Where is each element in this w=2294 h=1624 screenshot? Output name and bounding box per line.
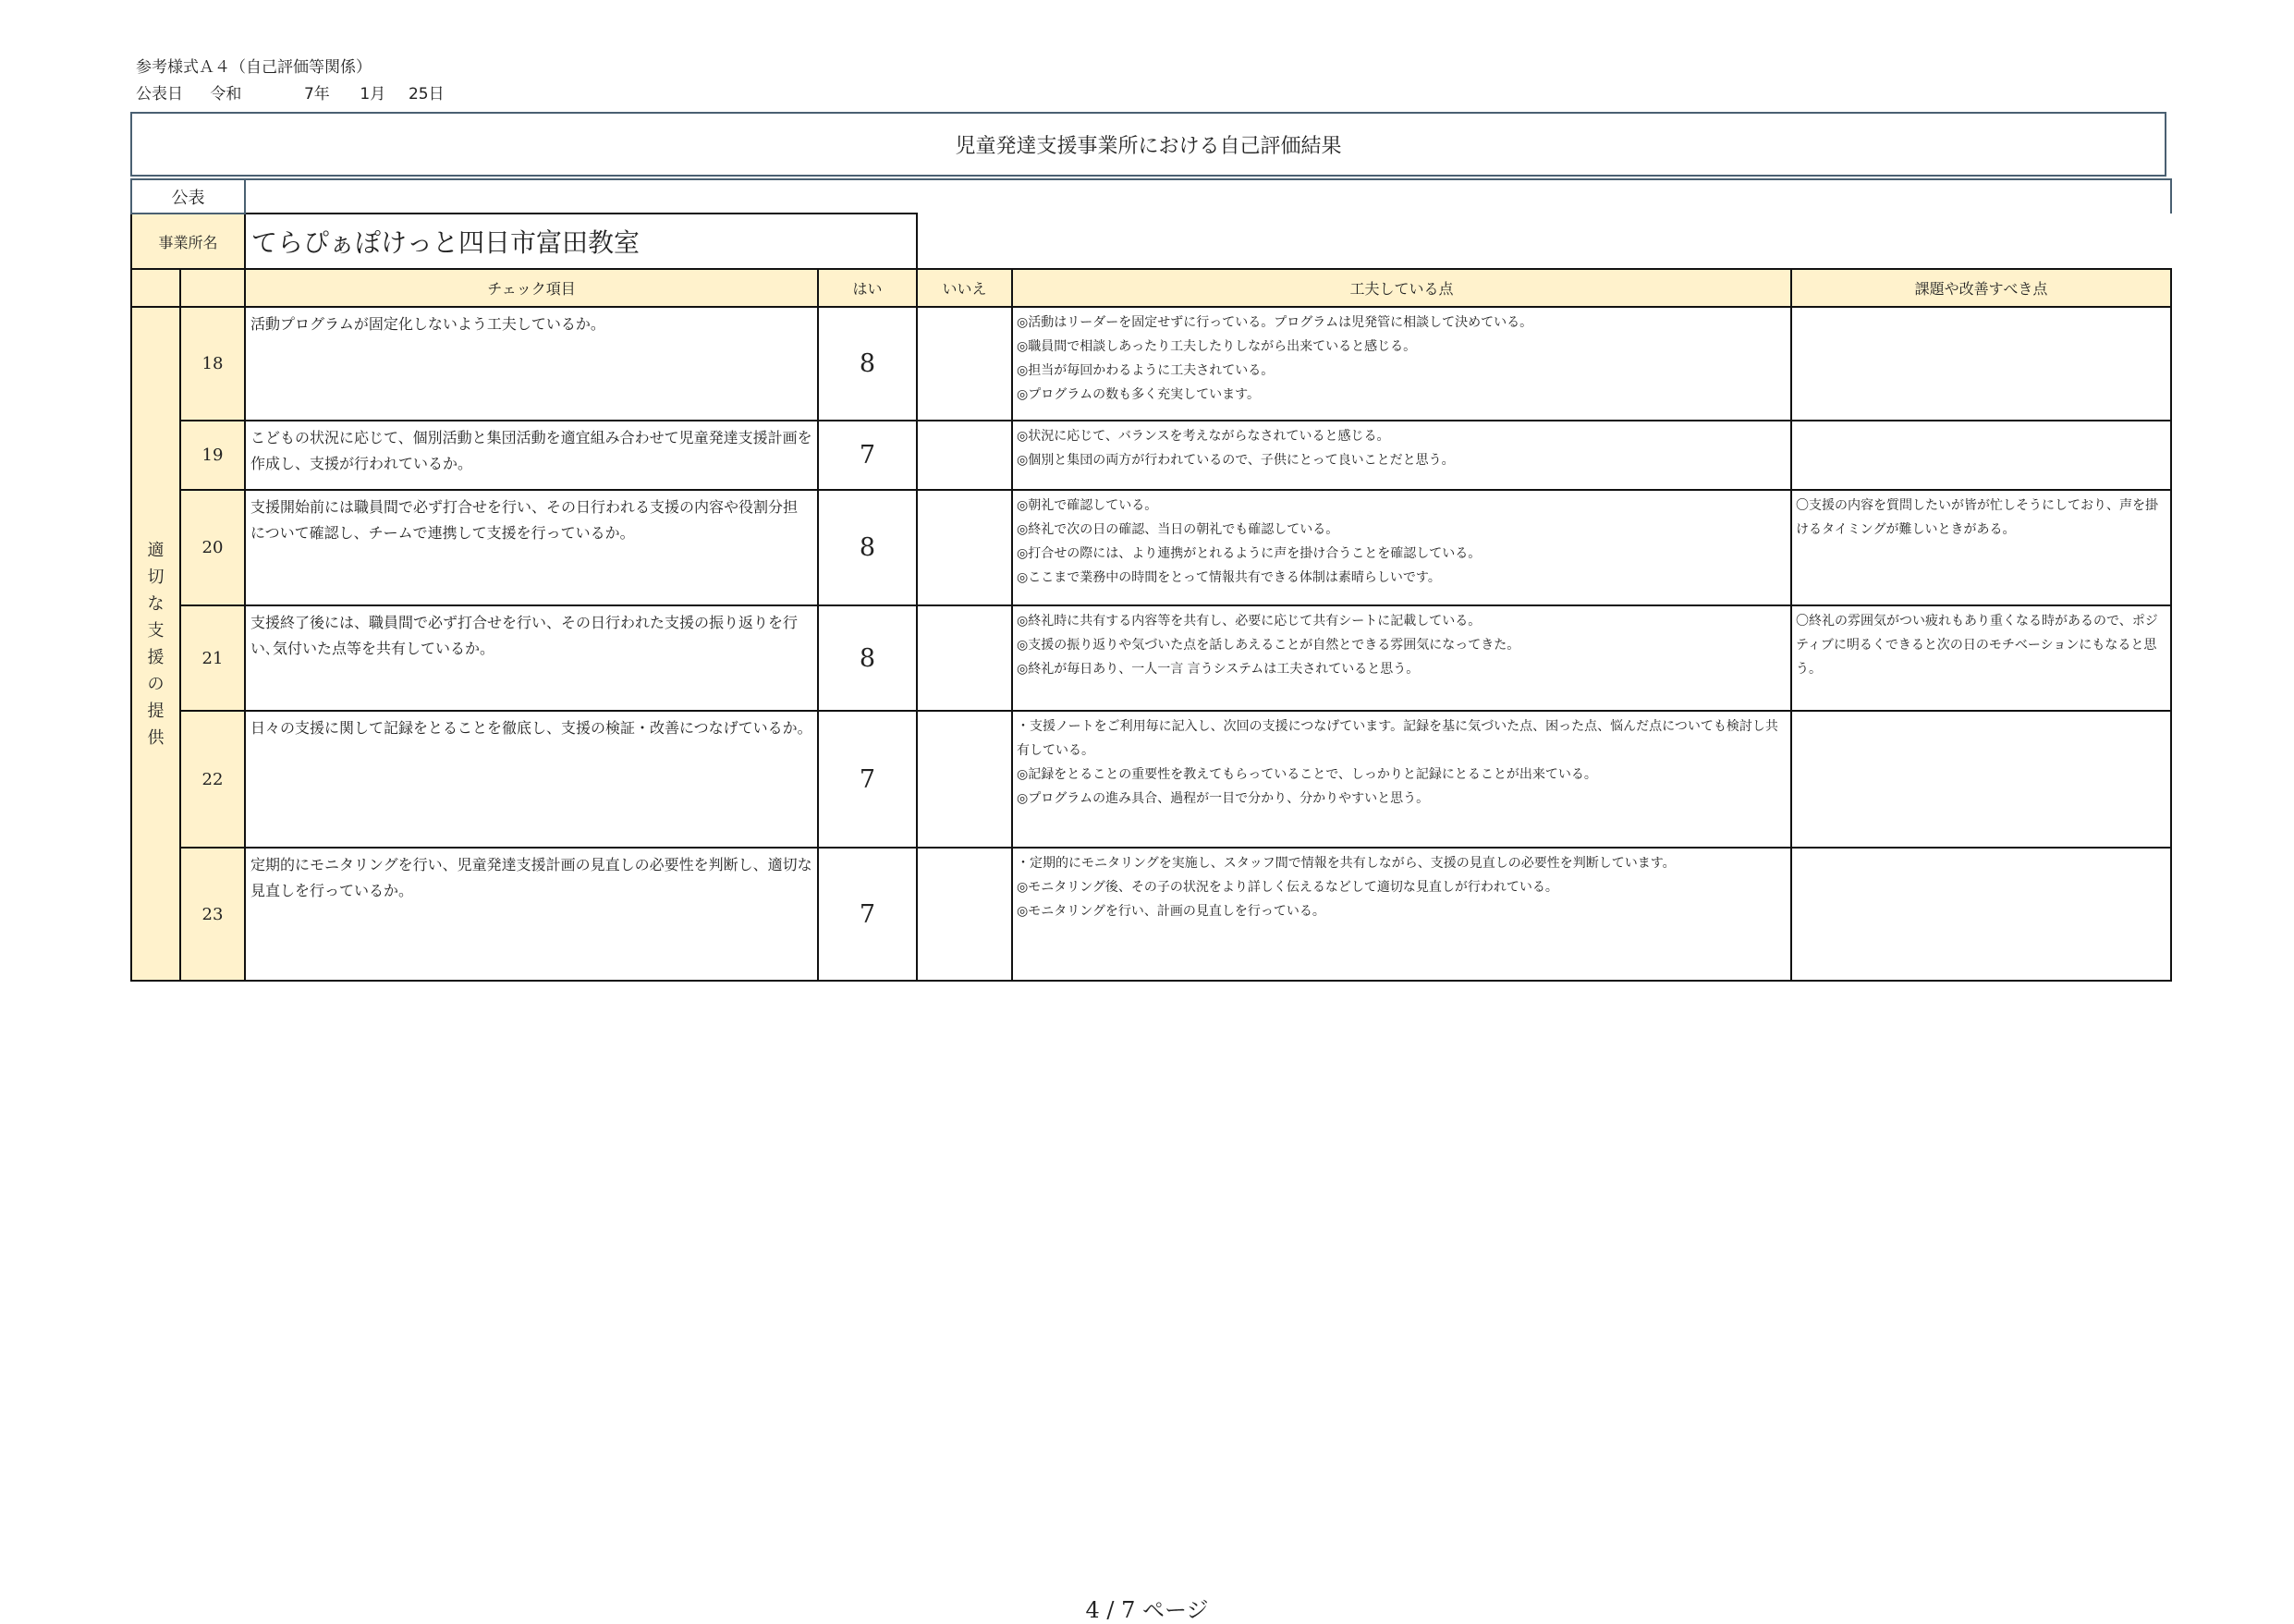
publish-row (131, 179, 2171, 214)
page-title: 児童発達支援事業所における自己評価結果 (130, 112, 2166, 177)
check-item: 定期的にモニタリングを行い、児童発達支援計画の見直しの必要性を判断し、適切な見直しを行っているか。 (245, 848, 818, 981)
yes-count: 7 (818, 848, 917, 981)
col-improvements: 工夫している点 (1012, 269, 1791, 307)
issue-points: 〇支援の内容を質問したいが皆が忙しそうにしており、声を掛けるタイミングが難しいときがある。 (1791, 490, 2171, 605)
no-count (917, 605, 1012, 711)
improvement-points: ◎活動はリーダーを固定せずに行っている。プログラムは児発管に相談して決めている。 ◎職員間で相談しあったり工夫したりしながら出来ていると感じる。 ◎担当が毎回かわるように工夫されている。 ◎プログラムの数も多く充実しています。 (1012, 307, 1791, 421)
issue-points (1791, 711, 2171, 848)
yes-count: 8 (818, 307, 917, 421)
row-number: 20 (180, 490, 245, 605)
form-name: 参考様式Ａ４（自己評価等関係） (136, 58, 372, 77)
header-row (131, 269, 2171, 307)
row-number: 23 (180, 848, 245, 981)
yes-count: 7 (818, 711, 917, 848)
page-number: 4 / 7 ページ (1085, 1597, 1209, 1623)
publish-date-year: 7年 (303, 85, 330, 104)
improvement-points: ・定期的にモニタリングを実施し、スタッフ間で情報を共有しながら、支援の見直しの必要性を判断しています。 ◎モニタリング後、その子の状況をより詳しく伝えるなどして適切な見直しが行われている。 ◎モニタリングを行い、計画の見直しを行っている。 (1012, 848, 1791, 981)
publish-date (136, 80, 445, 104)
improvement-points: ◎朝礼で確認している。 ◎終礼で次の日の確認、当日の朝礼でも確認している。 ◎打合せの際には、より連携がとれるように声を掛け合うことを確認している。 ◎ここまで業務中の時間をとって情報共有できる体制は素晴らしいです。 (1012, 490, 1791, 605)
issue-points (1791, 307, 2171, 421)
table-row (131, 605, 2171, 711)
yes-count: 8 (818, 490, 917, 605)
table-row (131, 490, 2171, 605)
no-count (917, 848, 1012, 981)
publish-value (245, 179, 2171, 214)
col-yes: はい (818, 269, 917, 307)
check-item: こどもの状況に応じて、個別活動と集団活動を適宜組み合わせて児童発達支援計画を作成し、支援が行われているか。 (245, 421, 818, 490)
table-row (131, 711, 2171, 848)
col-no: いいえ (917, 269, 1012, 307)
publish-date-era: 令和 (210, 85, 242, 104)
publish-label: 公表 (131, 179, 245, 214)
office-label: 事業所名 (131, 214, 245, 269)
no-count (917, 711, 1012, 848)
no-count (917, 490, 1012, 605)
col-check-items: チェック項目 (245, 269, 818, 307)
category-cell: 適 切 な 支 援 の 提 供 (131, 307, 180, 981)
check-item: 支援終了後には、職員間で必ず打合せを行い、その日行われた支援の振り返りを行い､気付いた点等を共有しているか。 (245, 605, 818, 711)
improvement-points: ◎終礼時に共有する内容等を共有し、必要に応じて共有シートに記載している。 ◎支援の振り返りや気づいた点を話しあえることが自然とできる雰囲気になってきた。 ◎終礼が毎日あり、一人一言 言うシステムは工夫されていると思う。 (1012, 605, 1791, 711)
table-row (131, 307, 2171, 421)
office-name: てらぴぁぽけっと四日市富田教室 (245, 214, 917, 269)
improvement-points: ◎状況に応じて、バランスを考えながらなされていると感じる。 ◎個別と集団の両方が行われているので、子供にとって良いことだと思う。 (1012, 421, 1791, 490)
col-issues: 課題や改善すべき点 (1791, 269, 2171, 307)
publish-date-month: 1月 (360, 85, 386, 104)
yes-count: 8 (818, 605, 917, 711)
no-count (917, 421, 1012, 490)
row-number: 22 (180, 711, 245, 848)
table-row (131, 848, 2171, 981)
row-number: 21 (180, 605, 245, 711)
row-number: 18 (180, 307, 245, 421)
improvement-points: ・支援ノートをご利用毎に記入し、次回の支援につなげています。記録を基に気づいた点、困った点、悩んだ点についても検討し共有している。 ◎記録をとることの重要性を教えてもらっていることで、しっかりと記録にとることが出来ている。 ◎プログラムの進み具合、過程が一目で分かり、分かりやすいと思う。 (1012, 711, 1791, 848)
evaluation-table (130, 178, 2172, 982)
issue-points (1791, 848, 2171, 981)
office-row (131, 214, 2171, 269)
no-count (917, 307, 1012, 421)
publish-date-label: 公表日 (136, 85, 183, 104)
check-item: 支援開始前には職員間で必ず打合せを行い、その日行われる支援の内容や役割分担について確認し、チームで連携して支援を行っているか。 (245, 490, 818, 605)
check-item: 活動プログラムが固定化しないよう工夫しているか。 (245, 307, 818, 421)
check-item: 日々の支援に関して記録をとることを徹底し、支援の検証・改善につなげているか。 (245, 711, 818, 848)
yes-count: 7 (818, 421, 917, 490)
publish-date-day: 25日 (408, 85, 445, 104)
issue-points (1791, 421, 2171, 490)
row-number: 19 (180, 421, 245, 490)
table-row (131, 421, 2171, 490)
issue-points: 〇終礼の雰囲気がつい疲れもあり重くなる時があるので、ポジティブに明るくできると次の日のモチベーションにもなると思う。 (1791, 605, 2171, 711)
